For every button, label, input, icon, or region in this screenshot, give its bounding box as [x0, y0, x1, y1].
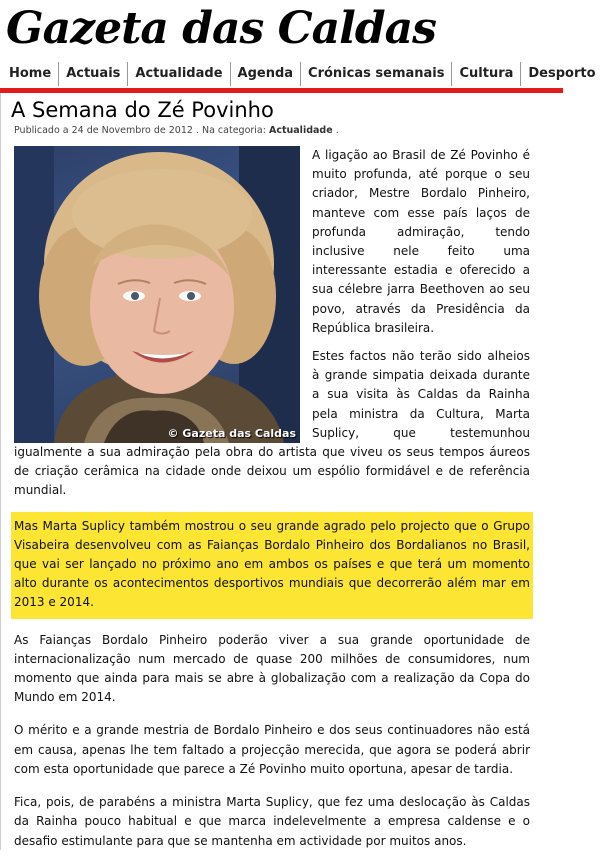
nav-cronicas-semanais[interactable]: Crónicas semanais	[301, 62, 452, 86]
main-nav	[0, 60, 596, 88]
content-border	[0, 93, 1, 850]
highlighted-paragraph: Mas Marta Suplicy também mostrou o seu grande agrado pelo projecto que o Grupo Visabeira desenvolveu com as Faianças Bordalo Pinheiro dos Bordalianos no Brasil, que vai ser lançado no próximo ano em ambos os países e que terá um momento alto durante os acontecimentos desportivos mundiais que decorrerão além mar em 2013 e 2014.	[11, 512, 533, 619]
article-body	[14, 146, 530, 865]
article-meta	[14, 125, 339, 136]
site-logo[interactable]: Gazeta das Caldas	[6, 3, 436, 54]
article-title[interactable]: A Semana do Zé Povinho	[11, 98, 274, 122]
category-link[interactable]: Actualidade	[268, 125, 333, 136]
meta-suffix: .	[335, 125, 339, 136]
nav-cultura[interactable]: Cultura	[452, 62, 521, 86]
masthead	[0, 0, 563, 60]
paragraph: O mérito e a grande mestria de Bordalo Pinheiro e dos seus continuadores não está em causa, apenas lhe tem faltado a projecção merecida, que agora se poderá abrir com esta oportunidade que parece a Zé Povinho muito oportuna, apesar de tardia.	[14, 723, 530, 776]
photo-caption: © Gazeta das Caldas	[167, 427, 296, 440]
image-spacer	[14, 146, 300, 443]
paragraph: A ligação ao Brasil de Zé Povinho é muito profunda, até porque o seu criador, Mestre Bordalo Pinheiro, manteve com esse país laços de profunda admiração, tendo inclusive nele feito uma interessante estadia e oferecido a sua célebre jarra Beethoven ao seu povo, através da Presidência da República brasileira.	[312, 148, 530, 335]
nav-actualidade[interactable]: Actualidade	[128, 62, 230, 86]
paragraph: Estes factos não terão sido alheios à grande simpatia deixada durante a sua visita às Caldas da Rainha pela ministra da Cultura, Marta Suplicy, que testemunhou igualmente a sua admiração pela obra do artista que viveu os seus tempos áureos de criação cerâmica na cidade onde deixou um espólio formidável e de referência mundial.	[14, 349, 530, 498]
paragraph: As Faianças Bordalo Pinheiro poderão viver a sua grande oportunidade de internacionalização num mercado de quase 200 milhões de consumidores, num momento que ainda para mais se abre à globalização com a realização da Copa do Mundo em 2014.	[14, 632, 530, 705]
publish-info: Publicado a 24 de Novembro de 2012 . Na categoria:	[14, 125, 266, 136]
nav-divider	[0, 88, 563, 93]
nav-agenda[interactable]: Agenda	[231, 62, 302, 86]
nav-home[interactable]: Home	[0, 62, 59, 86]
paragraph: Fica, pois, de parabéns a ministra Marta Suplicy, que fez uma deslocação às Caldas da Rainha pouco habitual e que marca indelevelmente a empresa caldense e o desafio estimulante para que se mantenha em actividade por muitos anos.	[14, 795, 530, 848]
nav-actuais[interactable]: Actuais	[59, 62, 128, 86]
nav-desporto[interactable]: Desporto	[528, 66, 596, 81]
